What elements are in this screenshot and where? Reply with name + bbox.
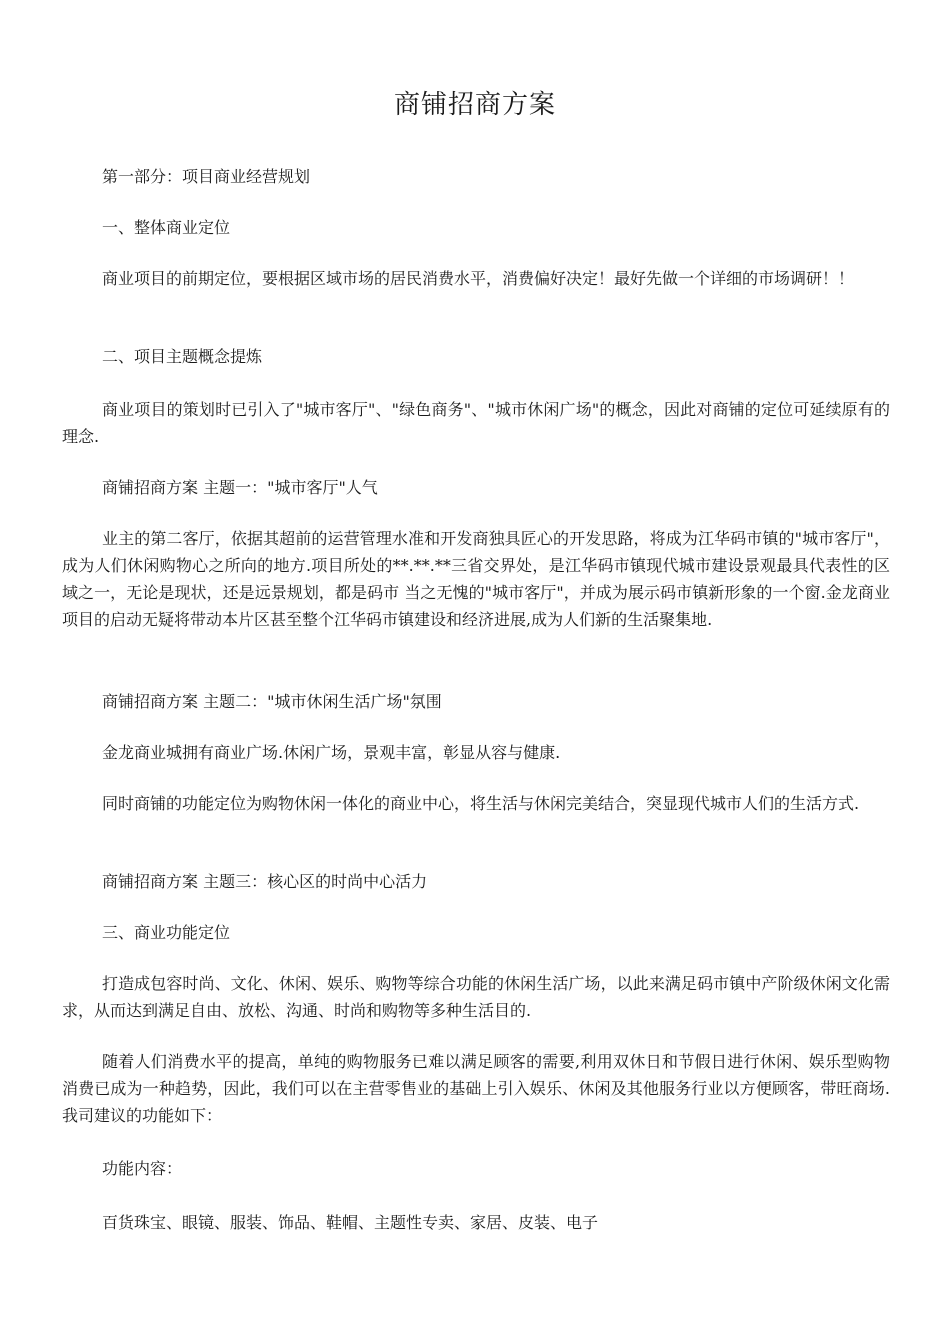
paragraph-theme-one: 业主的第二客厅，依据其超前的运营管理水准和开发商独具匠心的开发思路，将成为江华码市镇的"城市客厅"，成为人们休闲购物心之所向的地方.项目所处的**.**.**三省交界处，是江华码市镇现代城市建设景观最具代表性的区域之一，无论是现状，还是远景规划，都是码市 当之无愧的"城市客厅"，并成为展示码市镇新形象的一个窗.金龙商业项目的启动无疑将带动本片区甚至整个江华码市镇建设和经济进展,成为人们新的生活聚集地. xyxy=(62,529,890,629)
function-content-list: 百货珠宝、眼镜、服装、饰品、鞋帽、主题性专卖、家居、皮装、电子 xyxy=(102,1213,599,1232)
section-heading-part-one: 第一部分：项目商业经营规划 xyxy=(102,167,311,186)
function-content-label: 功能内容： xyxy=(102,1159,183,1178)
theme-three-heading: 商铺招商方案 主题三：核心区的时尚中心活力 xyxy=(102,872,428,891)
document-title: 商铺招商方案 xyxy=(393,90,556,120)
section-heading-positioning: 一、整体商业定位 xyxy=(102,218,231,237)
paragraph-function-positioning: 打造成包容时尚、文化、休闲、娱乐、购物等综合功能的休闲生活广场，以此来满足码市镇中产阶级休闲文化需求，从而达到满足自由、放松、沟通、时尚和购物等多种生活目的. xyxy=(62,974,890,1020)
paragraph-positioning: 商业项目的前期定位，要根据区域市场的居民消费水平，消费偏好决定！最好先做一个详细的市场调研！！ xyxy=(102,269,855,288)
paragraph-consumption-trend: 随着人们消费水平的提高，单纯的购物服务已难以满足顾客的需要,利用双休日和节假日进行休闲、娱乐型购物消费已成为一种趋势，因此，我们可以在主营零售业的基础上引入娱乐、休闲及其他服务行业以方便顾客，带旺商场.我司建议的功能如下： xyxy=(62,1052,890,1125)
paragraph-function-positioning-intro: 同时商铺的功能定位为购物休闲一体化的商业中心，将生活与休闲完美结合，突显现代城市人们的生活方式. xyxy=(102,794,860,813)
paragraph-theme-two: 金龙商业城拥有商业广场.休闲广场，景观丰富，彰显从容与健康. xyxy=(102,743,561,762)
section-heading-function: 三、商业功能定位 xyxy=(102,923,231,942)
section-heading-theme-concept: 二、项目主题概念提炼 xyxy=(102,347,263,366)
theme-two-heading: 商铺招商方案 主题二："城市休闲生活广场"氛围 xyxy=(102,692,442,711)
paragraph-theme-concept: 商业项目的策划时已引入了"城市客厅"、"绿色商务"、"城市休闲广场"的概念，因此对商铺的定位可延续原有的理念. xyxy=(62,400,890,446)
theme-one-heading: 商铺招商方案 主题一："城市客厅"人气 xyxy=(102,478,378,497)
